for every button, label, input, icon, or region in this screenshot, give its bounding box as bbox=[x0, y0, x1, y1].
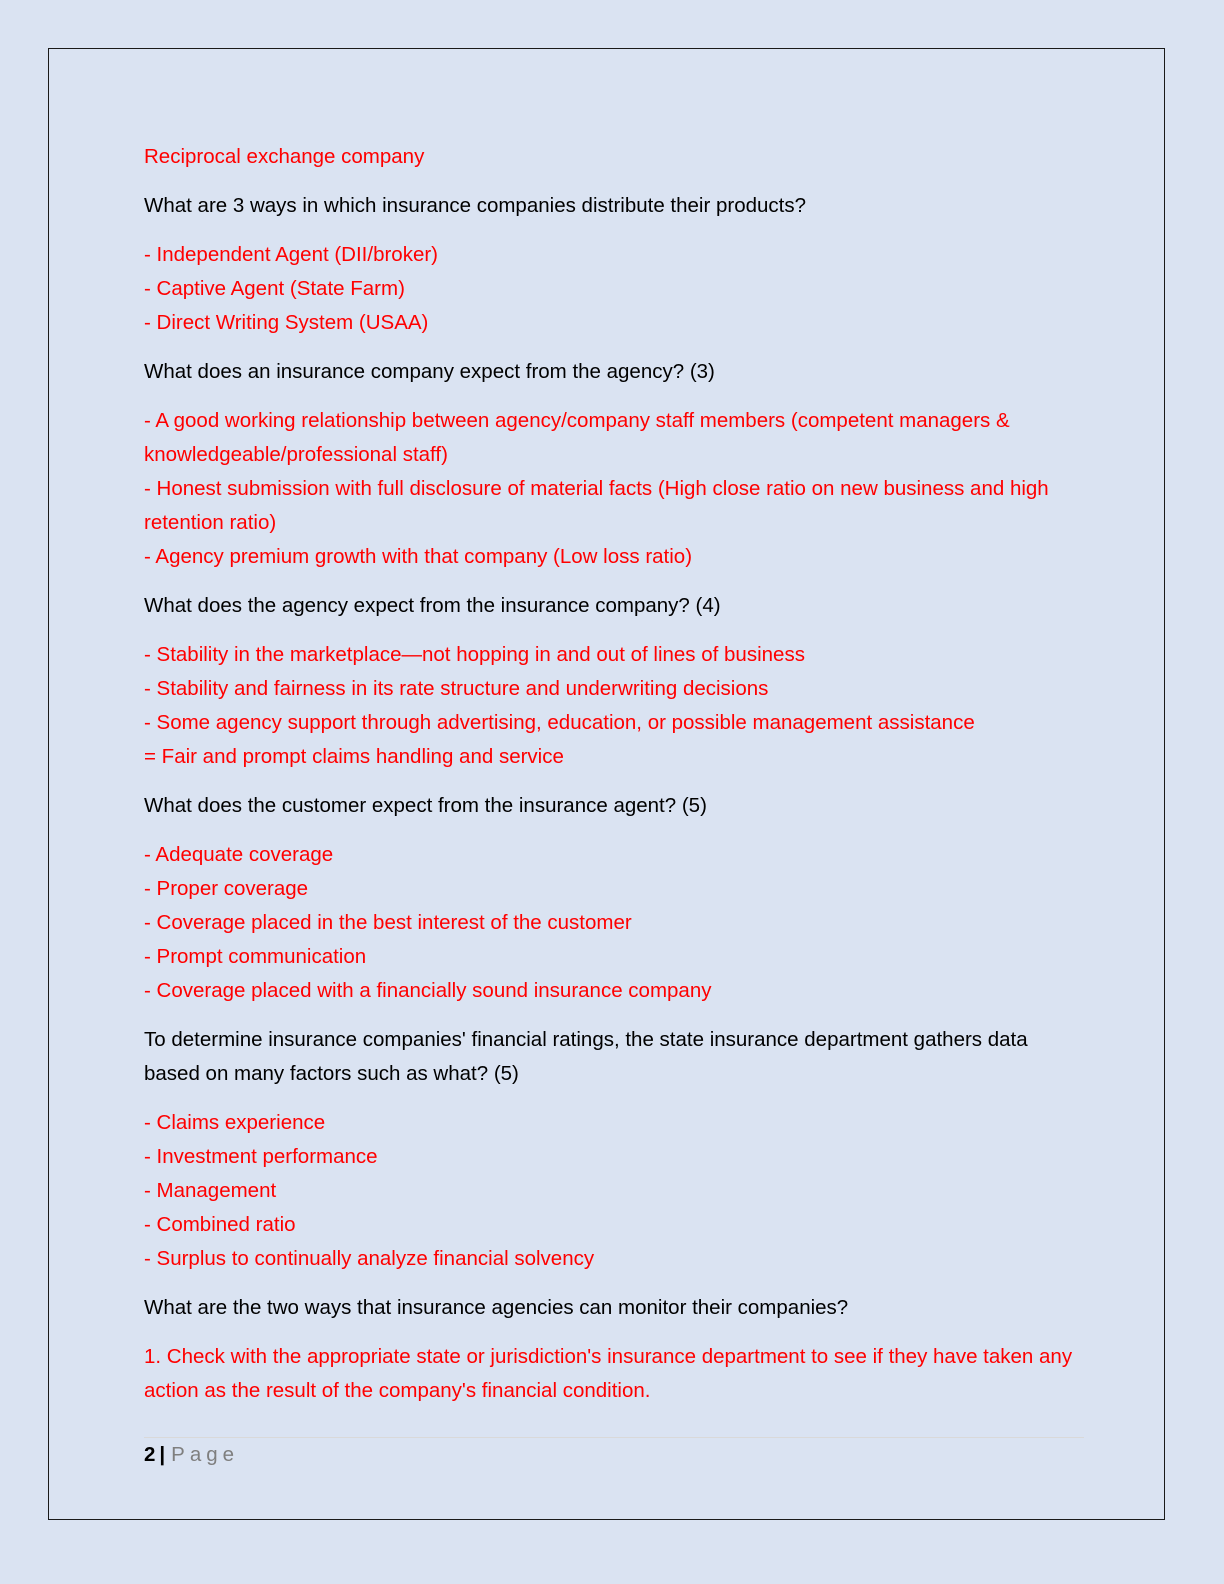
answer-line: - Coverage placed in the best interest of the customer bbox=[144, 911, 632, 934]
question-text: What does an insurance company expect from the agency? (3) bbox=[144, 360, 715, 383]
answer-line: - Some agency support through advertising, education, or possible management assistance bbox=[144, 711, 975, 734]
answer-reciprocal bbox=[144, 140, 1084, 174]
page-footer bbox=[144, 1442, 239, 1468]
answer-line: - Agency premium growth with that company (Low loss ratio) bbox=[144, 545, 693, 568]
page-label: Page bbox=[171, 1443, 240, 1466]
answer-financial-ratings bbox=[144, 1106, 1084, 1276]
question-agency-expectations bbox=[144, 589, 1084, 623]
answer-line: - Surplus to continually analyze financial solvency bbox=[144, 1247, 595, 1270]
answer-line: - Combined ratio bbox=[144, 1213, 296, 1236]
question-financial-ratings bbox=[144, 1023, 1084, 1091]
question-text: What does the customer expect from the insurance agent? (5) bbox=[144, 794, 707, 817]
question-text: What does the agency expect from the insurance company? (4) bbox=[144, 594, 721, 617]
answer-line: - Claims experience bbox=[144, 1111, 326, 1134]
answer-line: - A good working relationship between agency/company staff members (competent managers & knowledgeable/professional staff) bbox=[144, 409, 1010, 466]
question-distribution bbox=[144, 189, 1084, 223]
answer-agency-expectations bbox=[144, 638, 1084, 774]
answer-line: - Independent Agent (DII/broker) bbox=[144, 243, 439, 266]
answer-line: - Prompt communication bbox=[144, 945, 367, 968]
document-body bbox=[144, 140, 1084, 1408]
answer-line: - Captive Agent (State Farm) bbox=[144, 277, 405, 300]
answer-line: - Honest submission with full disclosure of material facts (High close ratio on new business and high retention ratio) bbox=[144, 477, 1049, 534]
answer-line: = Fair and prompt claims handling and service bbox=[144, 745, 564, 768]
question-customer-expectations bbox=[144, 789, 1084, 823]
question-text: What are the two ways that insurance agencies can monitor their companies? bbox=[144, 1296, 849, 1319]
answer-line: - Investment performance bbox=[144, 1145, 378, 1168]
answer-distribution bbox=[144, 238, 1084, 340]
answer-monitor-companies bbox=[144, 1340, 1084, 1408]
answer-customer-expectations bbox=[144, 838, 1084, 1008]
answer-line: - Direct Writing System (USAA) bbox=[144, 311, 429, 334]
answer-line: - Adequate coverage bbox=[144, 843, 334, 866]
footer-divider bbox=[144, 1437, 1084, 1438]
answer-line: - Coverage placed with a financially sound insurance company bbox=[144, 979, 712, 1002]
answer-line: - Stability in the marketplace—not hopping in and out of lines of business bbox=[144, 643, 805, 666]
answer-line: 1. Check with the appropriate state or jurisdiction's insurance department to see if they have taken any action as the result of the company's financial condition. bbox=[144, 1345, 1073, 1402]
answer-line: Reciprocal exchange company bbox=[144, 145, 425, 168]
question-company-expectations bbox=[144, 355, 1084, 389]
answer-line: - Proper coverage bbox=[144, 877, 309, 900]
page-number: 2 bbox=[144, 1443, 156, 1466]
answer-line: - Stability and fairness in its rate structure and underwriting decisions bbox=[144, 677, 769, 700]
question-text: What are 3 ways in which insurance companies distribute their products? bbox=[144, 194, 807, 217]
answer-company-expectations bbox=[144, 404, 1084, 574]
footer-separator: | bbox=[159, 1443, 166, 1466]
question-monitor-companies bbox=[144, 1291, 1084, 1325]
question-text: To determine insurance companies' financial ratings, the state insurance department gathers data based on many factors such as what? (5) bbox=[144, 1028, 1028, 1085]
answer-line: - Management bbox=[144, 1179, 277, 1202]
